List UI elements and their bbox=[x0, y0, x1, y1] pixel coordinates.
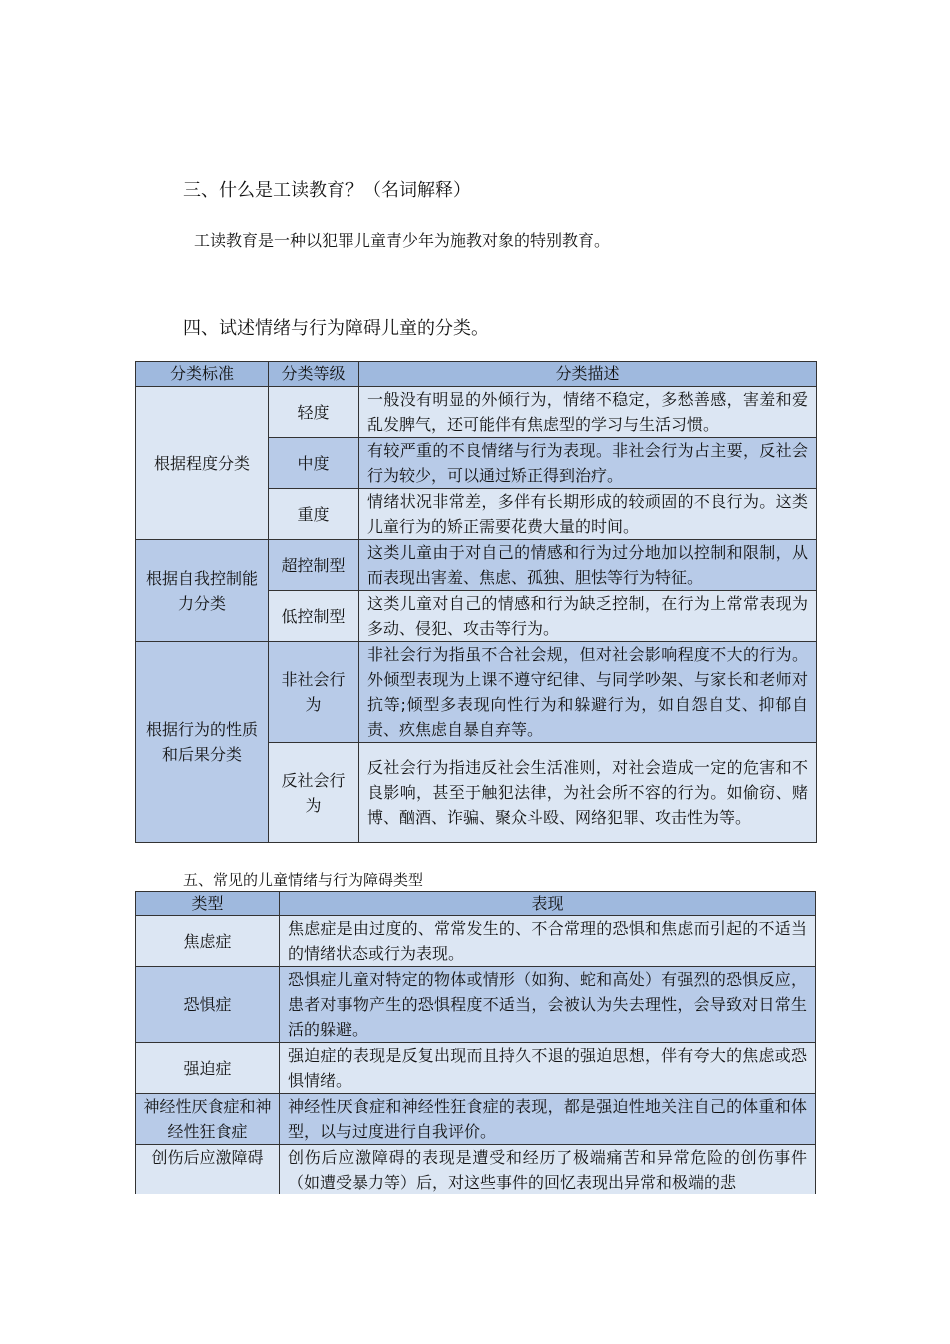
description-cell: 有较严重的不良情绪与行为表现。非社会行为占主要，反社会行为较少，可以通过矫正得到治疗。 bbox=[359, 438, 817, 489]
description-cell: 创伤后应激障碍的表现是遭受和经历了极端痛苦和异常危险的创伤事件（如遭受暴力等）后，对这些事件的回忆表现出异常和极端的悲 bbox=[280, 1145, 816, 1195]
section4-heading: 四、试述情绪与行为障碍儿童的分类。 bbox=[183, 318, 489, 339]
level-cell: 反社会行为 bbox=[269, 743, 359, 843]
table-row bbox=[136, 1043, 816, 1094]
section3-heading: 三、什么是工读教育？（名词解释） bbox=[183, 180, 471, 201]
table-header-row bbox=[136, 892, 816, 916]
description-cell: 反社会行为指违反社会生活准则，对社会造成一定的危害和不良影响，甚至于触犯法律，为社会所不容的行为。如偷窃、赌博、酗酒、诈骗、聚众斗殴、网络犯罪、攻击性为等。 bbox=[359, 743, 817, 843]
type-cell: 创伤后应激障碍 bbox=[136, 1145, 280, 1195]
description-cell: 一般没有明显的外倾行为，情绪不稳定，多愁善感，害羞和爱乱发脾气，还可能伴有焦虑型的学习与生活习惯。 bbox=[359, 387, 817, 438]
section5-heading: 五、常见的儿童情绪与行为障碍类型 bbox=[183, 871, 424, 889]
criterion-cell: 根据自我控制能力分类 bbox=[136, 540, 269, 642]
type-cell: 强迫症 bbox=[136, 1043, 280, 1094]
header-level: 分类等级 bbox=[269, 362, 359, 387]
level-cell: 低控制型 bbox=[269, 591, 359, 642]
header-description: 分类描述 bbox=[359, 362, 817, 387]
criterion-cell: 根据行为的性质和后果分类 bbox=[136, 642, 269, 843]
description-cell: 情绪状况非常差，多伴有长期形成的较顽固的不良行为。这类儿童行为的矫正需要花费大量的时间。 bbox=[359, 489, 817, 540]
type-cell: 神经性厌食症和神经性狂食症 bbox=[136, 1094, 280, 1145]
table-row bbox=[136, 1145, 816, 1195]
level-cell: 重度 bbox=[269, 489, 359, 540]
type-cell: 恐惧症 bbox=[136, 967, 280, 1043]
criterion-cell: 根据程度分类 bbox=[136, 387, 269, 540]
table-row bbox=[136, 1094, 816, 1145]
header-manifestation: 表现 bbox=[280, 892, 816, 916]
section3-answer: 工读教育是一种以犯罪儿童青少年为施教对象的特别教育。 bbox=[194, 231, 611, 250]
disorder-types-table bbox=[135, 891, 816, 1194]
table-row bbox=[136, 967, 816, 1043]
type-cell: 焦虑症 bbox=[136, 916, 280, 967]
header-type: 类型 bbox=[136, 892, 280, 916]
description-cell: 强迫症的表现是反复出现而且持久不退的强迫思想，伴有夸大的焦虑或恐惧情绪。 bbox=[280, 1043, 816, 1094]
level-cell: 非社会行为 bbox=[269, 642, 359, 743]
description-cell: 这类儿童对自己的情感和行为缺乏控制，在行为上常常表现为多动、侵犯、攻击等行为。 bbox=[359, 591, 817, 642]
table-row bbox=[136, 916, 816, 967]
description-cell: 神经性厌食症和神经性狂食症的表现，都是强迫性地关注自己的体重和体型，以与过度进行自我评价。 bbox=[280, 1094, 816, 1145]
description-cell: 非社会行为指虽不合社会规，但对社会影响程度不大的行为。外倾型表现为上课不遵守纪律、与同学吵架、与家长和老师对抗等;倾型多表现向性行为和躲避行为，如自怨自艾、抑郁自责、疚焦虑自暴自弃等。 bbox=[359, 642, 817, 743]
level-cell: 超控制型 bbox=[269, 540, 359, 591]
description-cell: 这类儿童由于对自己的情感和行为过分地加以控制和限制，从而表现出害羞、焦虑、孤独、胆怯等行为特征。 bbox=[359, 540, 817, 591]
level-cell: 轻度 bbox=[269, 387, 359, 438]
level-cell: 中度 bbox=[269, 438, 359, 489]
description-cell: 恐惧症儿童对特定的物体或情形（如狗、蛇和高处）有强烈的恐惧反应，患者对事物产生的恐惧程度不适当，会被认为失去理性，会导致对日常生活的躲避。 bbox=[280, 967, 816, 1043]
description-cell: 焦虑症是由过度的、常常发生的、不合常理的恐惧和焦虑而引起的不适当的情绪状态或行为表现。 bbox=[280, 916, 816, 967]
header-criterion: 分类标准 bbox=[136, 362, 269, 387]
